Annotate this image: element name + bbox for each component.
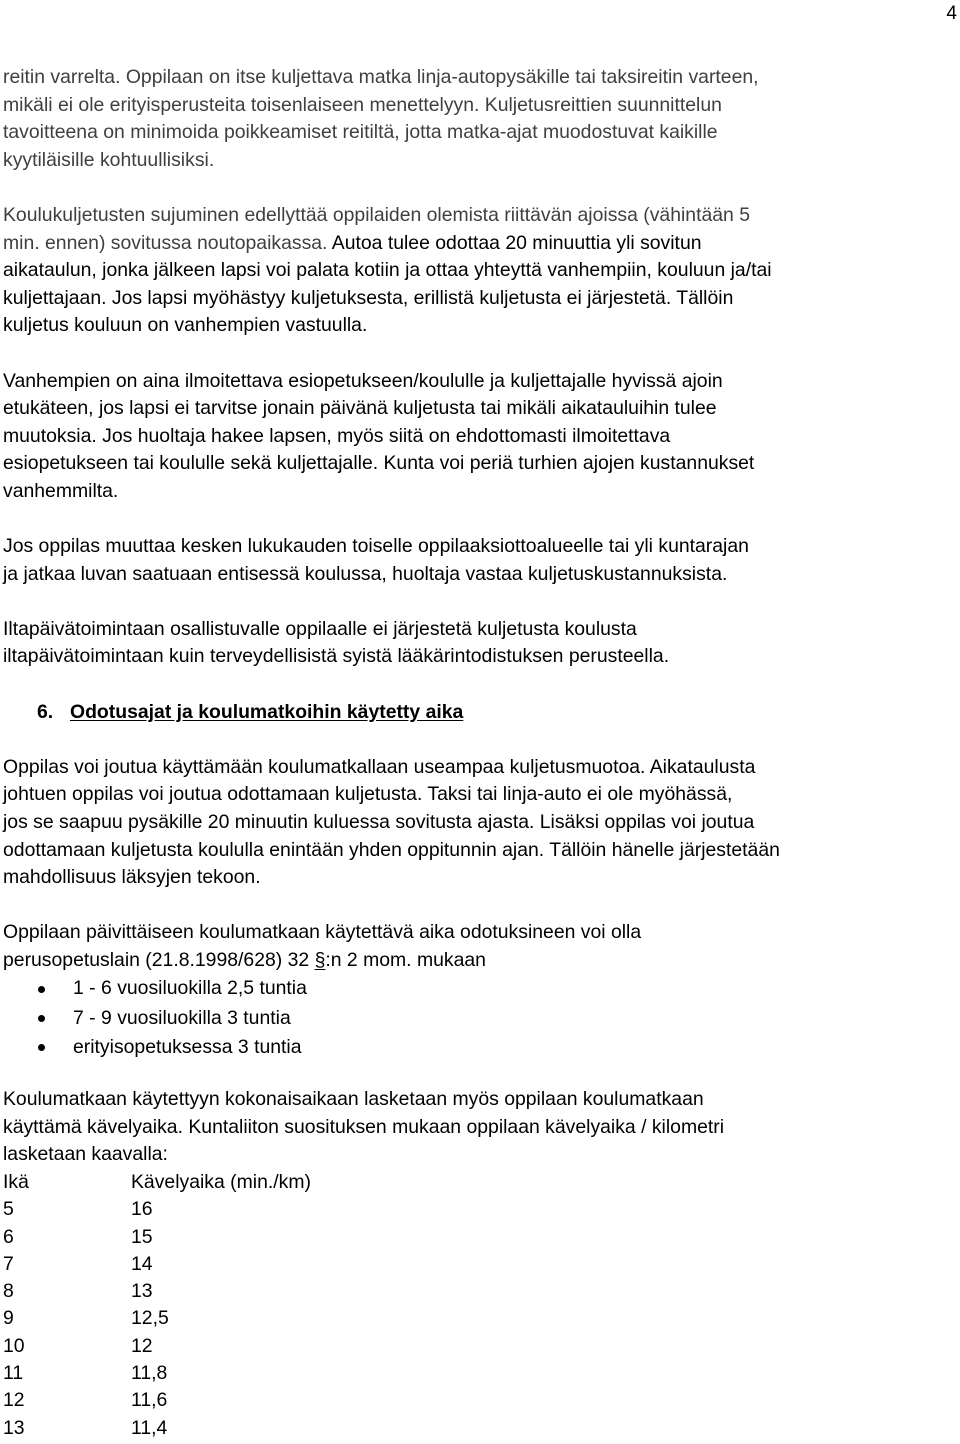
- text-span: :n 2 mom. mukaan: [325, 949, 486, 971]
- table-cell-age: 5: [3, 1198, 14, 1221]
- text-line: Vanhempien on aina ilmoitettava esiopetukseen/koululle ja kuljettajalle hyvissä ajoin: [3, 369, 723, 392]
- table-row: [3, 1415, 958, 1442]
- text-line: käyttämä kävelyaika. Kuntaliiton suosituksen mukaan oppilaan kävelyaika / kilometri: [3, 1115, 725, 1138]
- table-row: [3, 1224, 958, 1251]
- text-line: etukäteen, jos lapsi ei tarvitse jonain päivänä kuljetusta tai mikäli aikatauluihin tulee: [3, 397, 717, 420]
- text-line: johtuen oppilas voi joutua odottamaan kuljetusta. Taksi tai linja-auto ei ole myöhässä,: [3, 783, 733, 806]
- table-cell-time: 14: [131, 1252, 153, 1275]
- bullet-list: [3, 975, 958, 1063]
- text-line: Iltapäivätoimintaan osallistuvalle oppilaalle ei järjestetä kuljetusta koulusta: [3, 617, 637, 640]
- table-header-age: Ikä: [3, 1170, 29, 1193]
- text-line: Oppilas voi joutua käyttämään koulumatkallaan useampaa kuljetusmuotoa. Aikataulusta: [3, 755, 756, 778]
- table-header-walking-time: Kävelyaika (min./km): [131, 1170, 311, 1193]
- table-cell-time: 15: [131, 1225, 153, 1248]
- text-line: kuljetus kouluun on vanhempien vastuulla.: [3, 314, 368, 337]
- text-line: mikäli ei ole erityisperusteita toisenlaiseen menettelyyn. Kuljetusreittien suunnittelun: [3, 93, 722, 116]
- text-line: lasketaan kaavalla:: [3, 1143, 168, 1166]
- table-cell-time: 12,5: [131, 1307, 169, 1330]
- section-heading: [3, 699, 958, 727]
- section-sign: §: [314, 949, 326, 971]
- text-line: reitin varrelta. Oppilaan on itse kuljettava matka linja-autopysäkille tai taksireitin varteen,: [3, 66, 759, 88]
- table-cell-age: 9: [3, 1307, 14, 1330]
- table-row: [3, 1278, 958, 1305]
- paragraph-notify-parents: [3, 368, 958, 506]
- list-item-label: erityisopetuksessa 3 tuntia: [73, 1035, 302, 1058]
- list-item: [3, 1004, 958, 1033]
- table-row: [3, 1196, 958, 1223]
- section-number: 6.: [37, 700, 54, 723]
- text-line: aikataulun, jonka jälkeen lapsi voi palata kotiin ja ottaa yhteyttä vanhempiin, kouluun ja/tai: [3, 259, 772, 282]
- text-line: jos se saapuu pysäkille 20 minuutin kuluessa sovitusta ajasta. Lisäksi oppilas voi joutua: [3, 811, 755, 834]
- list-item-label: 7 - 9 vuosiluokilla 3 tuntia: [73, 1006, 291, 1029]
- table-cell-age: 8: [3, 1280, 14, 1303]
- list-item-label: 1 - 6 vuosiluokilla 2,5 tuntia: [73, 977, 307, 1000]
- text-line: Oppilaan päivittäiseen koulumatkaan käytettävä aika odotuksineen voi olla: [3, 921, 642, 944]
- paragraph-afternoon: [3, 616, 958, 671]
- table-cell-time: 16: [131, 1198, 153, 1221]
- bullet-icon: [38, 1015, 45, 1022]
- table-cell-time: 11,8: [131, 1362, 168, 1385]
- table-cell-age: 13: [3, 1416, 25, 1439]
- bullet-icon: [38, 986, 45, 993]
- text-line: kuljettajaan. Jos lapsi myöhästyy kuljetuksesta, erillistä kuljetusta ei järjestetä. Tällöin: [3, 286, 734, 309]
- paragraph-moving: [3, 533, 958, 588]
- paragraph-waiting: [3, 202, 958, 340]
- table-cell-time: 11,4: [131, 1416, 168, 1439]
- paragraph-waiting-times: [3, 754, 958, 892]
- table-row: [3, 1305, 958, 1332]
- text-line: Koulumatkaan käytettyyn kokonaisaikaan lasketaan myös oppilaan koulumatkaan: [3, 1088, 704, 1111]
- table-row: [3, 1360, 958, 1387]
- text-span: perusopetuslain (21.8.1998/628) 32: [3, 949, 315, 971]
- page-number: 4: [946, 3, 957, 24]
- paragraph-daily-time: [3, 919, 958, 974]
- paragraph-route: [3, 64, 958, 174]
- text-line: Koulukuljetusten sujuminen edellyttää oppilaiden olemista riittävän ajoissa (vähintään 5: [3, 203, 750, 226]
- text-line: Jos oppilas muuttaa kesken lukukauden toiselle oppilaaksiottoalueelle tai yli kuntarajan: [3, 535, 749, 558]
- table-cell-age: 11: [3, 1362, 24, 1385]
- document-body: [3, 64, 958, 1442]
- table-header-row: [3, 1169, 958, 1196]
- text-line: vanhemmilta.: [3, 479, 119, 502]
- text-line: odottamaan kuljetusta koululla enintään yhden oppitunnin ajan. Tällöin hänelle järjestetään: [3, 838, 780, 861]
- text-line: kyytiläisille kohtuullisiksi.: [3, 148, 215, 171]
- text-span: min. ennen) sovitussa noutopaikassa.: [3, 231, 328, 254]
- text-line: iltapäivätoimintaan kuin terveydellisistä syistä lääkärintodistuksen perusteella.: [3, 645, 670, 668]
- text-line: tavoitteena on minimoida poikkeamiset reitiltä, jotta matka-ajat muodostuvat kaikille: [3, 121, 718, 144]
- text-line: [3, 230, 958, 258]
- table-cell-age: 6: [3, 1225, 14, 1248]
- table-cell-age: 10: [3, 1334, 25, 1357]
- text-line: [3, 947, 958, 975]
- table-cell-time: 11,6: [131, 1389, 168, 1412]
- list-item: [3, 1033, 958, 1062]
- text-line: mahdollisuus läksyjen tekoon.: [3, 866, 261, 889]
- text-span: Autoa tulee odottaa 20 minuuttia yli sovitun: [327, 231, 702, 254]
- table-row: [3, 1387, 958, 1414]
- text-line: muutoksia. Jos huoltaja hakee lapsen, myös siitä on ehdottomasti ilmoitettava: [3, 424, 671, 447]
- section-title: Odotusajat ja koulumatkoihin käytetty aika: [70, 700, 464, 723]
- text-line: esiopetukseen tai koululle sekä kuljettajalle. Kunta voi periä turhien ajojen kustannukset: [3, 452, 755, 475]
- table-cell-time: 13: [131, 1280, 153, 1303]
- table-row: [3, 1333, 958, 1360]
- table-cell-time: 12: [131, 1334, 153, 1357]
- walking-time-table: [3, 1169, 958, 1442]
- bullet-icon: [38, 1044, 45, 1051]
- table-cell-age: 12: [3, 1389, 25, 1412]
- table-row: [3, 1251, 958, 1278]
- list-item: [3, 975, 958, 1004]
- table-cell-age: 7: [3, 1252, 14, 1275]
- text-line: ja jatkaa luvan saatuaan entisessä koulussa, huoltaja vastaa kuljetuskustannuksista.: [3, 562, 728, 585]
- paragraph-walking: [3, 1086, 958, 1169]
